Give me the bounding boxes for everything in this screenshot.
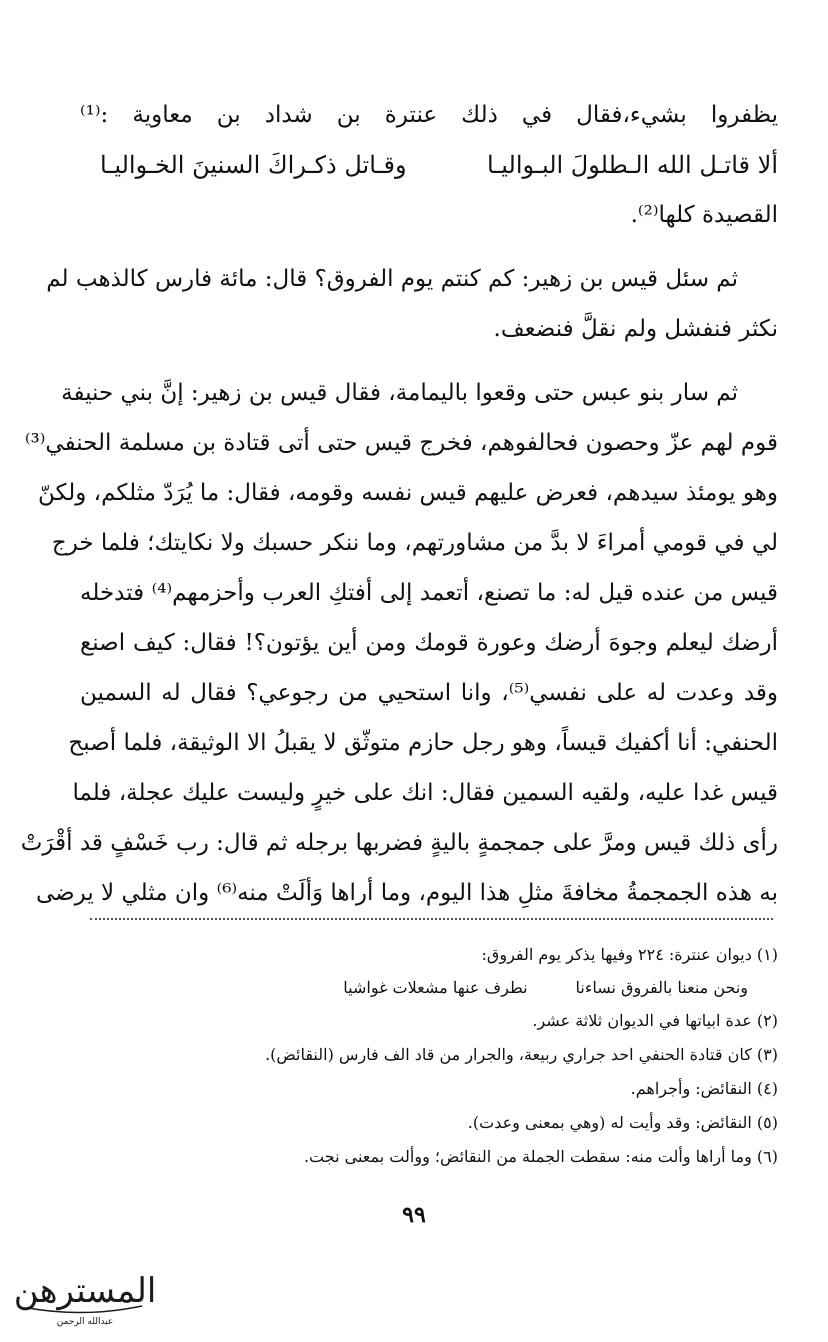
footnote-3: (٣) كان قتادة الحنفي احد جراري ربيعة، والجرار من قاد الف فارس (النقائض). (265, 1045, 778, 1064)
text-line: نكثر فنفشل ولم نقلَّ فنضعف. (493, 316, 778, 342)
footnote-4: (٤) النقائض: وأجراهم. (630, 1079, 778, 1098)
text-line: قيس من عنده قيل له: ما تصنع، أتعمد إلى أفتكِ العرب وأحزمهم⁽⁴⁾ فتدخله (80, 580, 778, 606)
verse-first-hemistich: ألا قاتـل الله الـطلولَ البـواليـا (486, 151, 778, 179)
logo-text: المسترهن (13, 1271, 157, 1311)
verse-second-hemistich: وقـاتل ذكـراكَ السنينَ الخـواليـا (100, 151, 407, 179)
text-line: الحنفي: أنا أكفيك قيساً، وهو رجل حازم متوثّق لا يقبلُ الا الوثيقة، فلما أصبح (68, 730, 778, 756)
footnotes (80, 938, 778, 1174)
footnote-2: (٢) عدة ابياتها في الديوان ثلاثة عشر. (532, 1011, 778, 1030)
main-text (20, 90, 778, 918)
footnote-verse-first: ونحن منعنا بالفروق نساءنا (575, 978, 748, 997)
footnote-verse-second: نطرف عنها مشعلات غواشيا (343, 978, 528, 997)
text-line: ثم سار بنو عبس حتى وقعوا باليمامة، فقال قيس بن زهير: إنَّ بني حنيفة (61, 380, 738, 406)
logo-subtext: عبدالله الرحمن (56, 1317, 114, 1327)
text-line: القصيدة كلها⁽²⁾. (630, 202, 778, 228)
text-line: ثم سئل قيس بن زهير: كم كنتم يوم الفروق؟ قال: مائة فارس كالذهب لم (46, 266, 738, 292)
footnote-6: (٦) وما أراها وألت منه: سقطت الجملة من النقائض؛ ووألت بمعنى نجت. (303, 1147, 778, 1166)
footnote-1-verse (80, 972, 778, 1004)
text-line: يظفروا بشيء،فقال في ذلك عنترة بن شداد بن معاوية :⁽¹⁾ (80, 102, 778, 128)
text-line: أرضك ليعلم وجوهَ أرضك وعورة قومك ومن أين يؤتون؟! فقال: كيف اصنع (80, 630, 778, 656)
text-line: قيس غدا عليه، ولقيه السمين فقال: انك على خيرٍ وليست عليك عجلة، فلما (72, 780, 778, 806)
text-line: قوم لهم عزّ وحصون فحالفوهم، فخرج قيس حتى أتى قتادة بن مسلمة الحنفي⁽³⁾ (24, 430, 778, 456)
text-line: وقد وعدت له على نفسي⁽⁵⁾، وانا استحيي من رجوعي؟ فقال له السمين (80, 680, 778, 706)
text-line: وهو يومئذ سيدهم، فعرض عليهم قيس نفسه وقومه، فقال: ما يُرَدّ مثلكم، ولكنّ (38, 480, 778, 506)
page-number: ٩٩ (402, 1202, 426, 1228)
text-line: رأى ذلك قيس ومرَّ على جمجمةٍ باليةٍ فضربها برجله ثم قال: رب خَسْفٍ قد أقْرَتْ (20, 830, 778, 856)
poem-verse (80, 140, 778, 190)
footnote-1: (١) ديوان عنترة: ٢٢٤ وفيها يذكر يوم الفروق: (481, 945, 778, 964)
text-line: به هذه الجمجمةُ مخافةَ مثلِ هذا اليوم، وما أراها وَألَتْ منه⁽⁶⁾ وان مثلي لا يرضى (35, 880, 778, 906)
footnote-divider (90, 918, 773, 920)
text-line: لي في قومي أمراءَ لا بدَّ من مشاورتهم، وما ننكر حسبك ولا نكايتك؛ فلما خرج (51, 530, 778, 556)
calligraphy-logo-icon (10, 1262, 160, 1332)
footnote-5: (٥) النقائض: وقد وأيت له (وهي بمعنى وعدت). (467, 1113, 778, 1132)
